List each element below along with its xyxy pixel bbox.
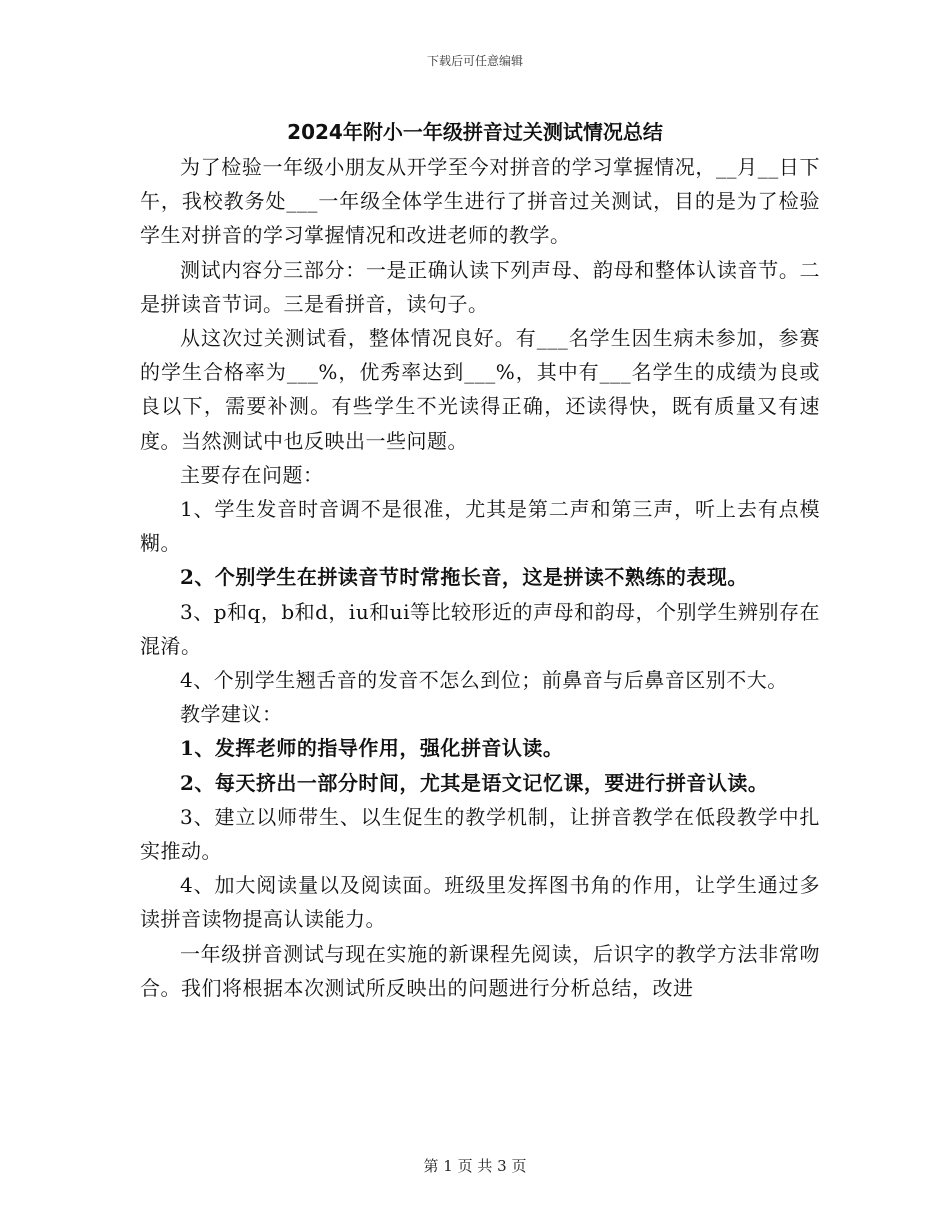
suggestion-item-2: 2、每天挤出一部分时间，尤其是语文记忆课，要进行拼音认读。 — [180, 770, 769, 795]
paragraph-overall-result: 从这次过关测试看，整体情况良好。有___名学生因生病未参加，参赛的学生合格率为___%，优秀率达到___%，其中有___名学生的成绩为良或良以下，需要补测。有些学生不光读得正确，还读得快，既有质量又有速度。当然测试中也反映出一些问题。 — [140, 326, 820, 453]
paragraph-conclusion: 一年级拼音测试与现在实施的新课程先阅读，后识字的教学方法非常吻合。我们将根据本次测试所反映出的问题进行分析总结，改进 — [140, 941, 820, 1000]
problem-item-2: 2、个别学生在拼读音节时常拖长音，这是拼读不熟练的表现。 — [180, 565, 748, 590]
document-body — [140, 150, 820, 1005]
page-number: 第 1 页 共 3 页 — [423, 1157, 527, 1175]
problem-item-4: 4、个别学生翘舌音的发音不怎么到位；前鼻音与后鼻音区别不大。 — [180, 668, 788, 693]
paragraph-intro: 为了检验一年级小朋友从开学至今对拼音的学习掌握情况，__月__日下午，我校教务处___一年级全体学生进行了拼音过关测试，目的是为了检验学生对拼音的学习掌握情况和改进老师的教学。 — [140, 155, 820, 248]
page-header-note: 下载后可任意编辑 — [426, 54, 523, 68]
suggestion-item-3: 3、建立以师带生、以生促生的教学机制，让拼音教学在低段教学中扎实推动。 — [140, 804, 820, 864]
suggestion-item-1: 1、发挥老师的指导作用，强化拼音认读。 — [180, 736, 564, 761]
problem-item-3: 3、p和q，b和d，iu和ui等比较形近的声母和韵母，个别学生辨别存在混淆。 — [140, 599, 820, 658]
heading-problems: 主要存在问题： — [180, 462, 324, 487]
heading-suggestions: 教学建议： — [180, 702, 283, 727]
document-title: 2024年附小一年级拼音过关测试情况总结 — [287, 120, 663, 144]
suggestion-item-4: 4、加大阅读量以及阅读面。班级里发挥图书角的作用，让学生通过多读拼音读物提高认读能力。 — [140, 873, 820, 932]
paragraph-test-content: 测试内容分三部分：一是正确认读下列声母、韵母和整体认读音节。二是拼读音节词。三是看拼音，读句子。 — [140, 257, 820, 316]
problem-item-1: 1、学生发音时音调不是很准，尤其是第二声和第三声，听上去有点模糊。 — [140, 497, 820, 556]
